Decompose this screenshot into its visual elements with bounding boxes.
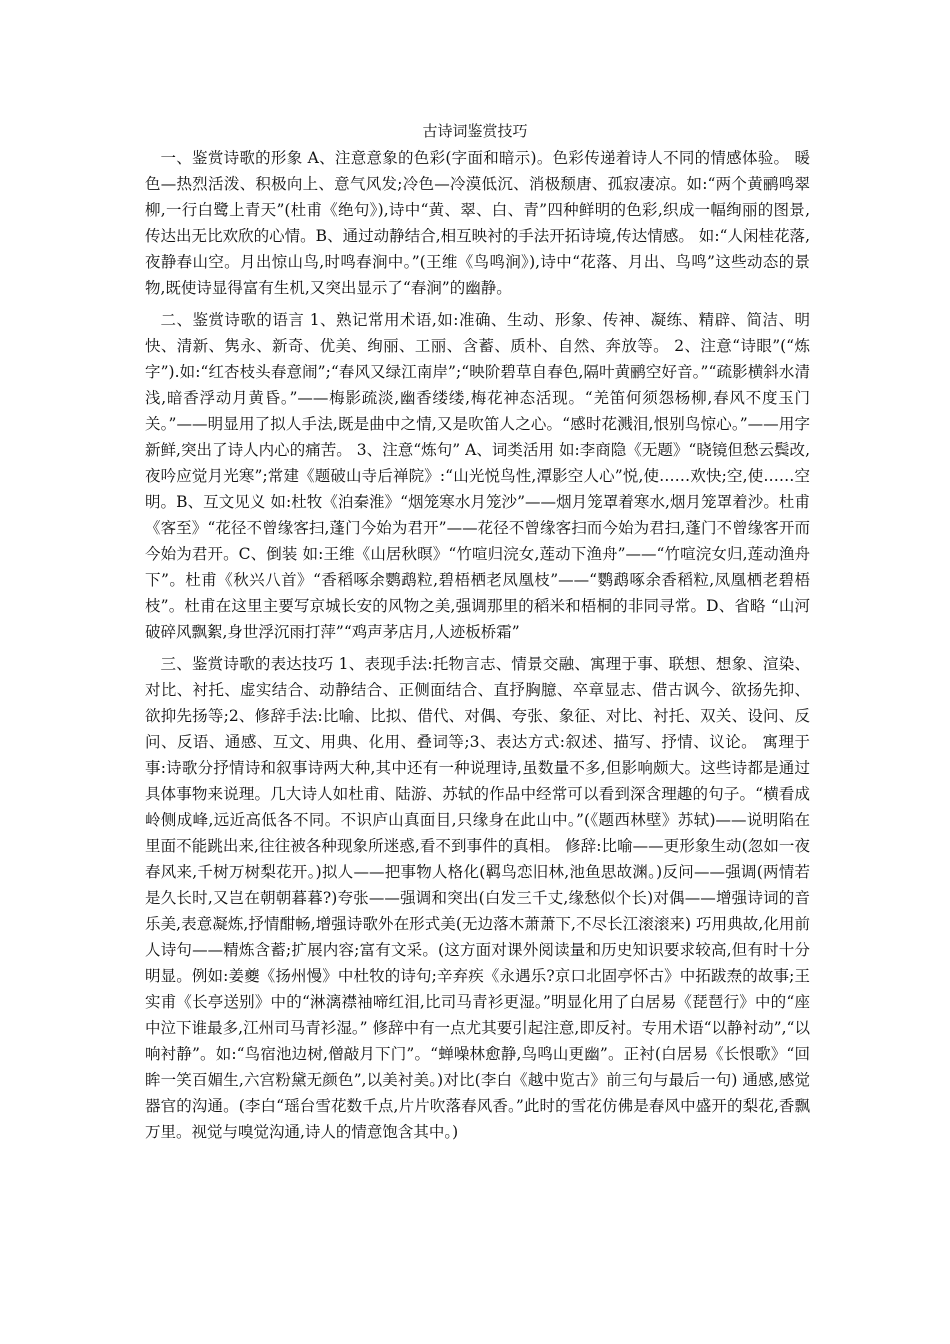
paragraph-techniques: 三、鉴赏诗歌的表达技巧 1、表现手法:托物言志、情景交融、寓理于事、联想、想象、渲染、对比、衬托、虚实结合、动静结合、正侧面结合、直抒胸臆、卒章显志、借古讽今、欲扬先抑、欲抑先扬等;2、修辞手法:比喻、比拟、借代、对偶、夸张、象征、对比、衬托、双关、设问、反问、反语、通感、互文、用典、化用、叠词等;3、表达方式:叙述、描写、抒情、议论。 寓理于事:诗歌分抒情诗和叙事诗两大种,其中还有一种说理诗,虽数量不多,但影响颇大。这些诗都是通过具体事物来说理。几大诗人如杜甫、陆游、苏轼的作品中经常可以看到深含理趣的句子。“横看成岭侧成峰,远近高低各不同。不识庐山真面目,只缘身在此山中。”(《题西林壁》苏轼)——说明陷在里面不能跳出来,往往被各种现象所迷惑,看不到事件的真相。 修辞:比喻——更形象生动(忽如一夜春风来,千树万树梨花开。)拟人——把事物人格化(羁鸟恋旧林,池鱼思故渊。)反问——强调(两情若是久长时,又岂在朝朝暮暮?)夸张——强调和突出(白发三千丈,缘愁似个长)对偶——增强诗词的音乐美,表意凝炼,抒情酣畅,增强诗歌外在形式美(无边落木萧萧下,不尽长江滚滚来) 巧用典故,化用前人诗句——精炼含蓄;扩展内容;富有文采。(这方面对课外阅读量和历史知识要求较高,但有时十分明显。例如:姜夔《扬州慢》中杜牧的诗句;辛弃疾《永遇乐?京口北固亭怀古》中拓跋焘的故事;王实甫《长亭送别》中的“淋漓襟袖啼红泪,比司马青衫更湿。”明显化用了白居易《琵琶行》中的“座中泣下谁最多,江州司马青衫湿。” 修辞中有一点尤其要引起注意,即反衬。专用术语“以静衬动”,“以响衬静”。如:“鸟宿池边树,僧敲月下门”。“蝉噪林愈静,鸟鸣山更幽”。正衬(白居易《长恨歌》“回眸一笑百媚生,六宫粉黛无颜色”,以美衬美。)对比(李白《越中览古》前三句与最后一句) 通感,感觉器官的沟通。(李白“瑶台雪花数千点,片片吹落春风香。”此时的雪花仿佛是春风中盛开的梨花,香飘万里。视觉与嗅觉沟通,诗人的情意饱含其中。) [145, 655, 810, 1141]
paragraph-image: 一、鉴赏诗歌的形象 A、注意意象的色彩(字面和暗示)。色彩传递着诗人不同的情感体验。 暖色—热烈活泼、积极向上、意气风发;冷色—冷漠低沉、消极颓唐、孤寂凄凉。如:“两个黄鹂鸣翠柳,一行白鹭上青天”(杜甫《绝句》),诗中“黄、翠、白、青”四种鲜明的色彩,织成一幅绚丽的图景,传达出无比欢欣的心情。B、通过动静结合,相互映衬的手法开拓诗境,传达情感。 如:“人闲桂花落,夜静春山空。月出惊山鸟,时鸣春涧中。”(王维《鸟鸣涧》),诗中“花落、月出、鸟鸣”这些动态的景物,既使诗显得富有生机,又突出显示了“春涧”的幽静。 [145, 149, 810, 297]
paragraph-language: 二、鉴赏诗歌的语言 1、熟记常用术语,如:准确、生动、形象、传神、凝练、精辟、简洁、明快、清新、隽永、新奇、优美、绚丽、工丽、含蓄、质朴、自然、奔放等。 2、注意“诗眼”(“炼字”).如:“红杏枝头春意闹”;“春风又绿江南岸”;“映阶碧草自春色,隔叶黄鹂空好音。”“疏影横斜水清浅,暗香浮动月黄昏。”——梅影疏淡,幽香缕缕,梅花神态活现。“羌笛何须怨杨柳,春风不度玉门关。”——明显用了拟人手法,既是曲中之情,又是吹笛人之心。“感时花溅泪,恨别鸟惊心。”——用字新鲜,突出了诗人内心的痛苦。 3、注意“炼句” A、词类活用 如:李商隐《无题》“晓镜但愁云鬓改,夜吟应觉月光寒”;常建《题破山寺后禅院》:“山光悦鸟性,潭影空人心”悦,使……欢快;空,使……空明。B、互文见义 如:杜牧《泊秦淮》“烟笼寒水月笼沙”——烟月笼罩着寒水,烟月笼罩着沙。杜甫《客至》“花径不曾缘客扫,蓬门今始为君开”——花径不曾缘客扫而今始为君扫,蓬门不曾缘客开而今始为君开。C、倒装 如:王维《山居秋暝》“竹喧归浣女,莲动下渔舟”——“竹喧浣女归,莲动渔舟下”。杜甫《秋兴八首》“香稻啄余鹦鹉粒,碧梧栖老凤凰枝”——“鹦鹉啄余香稻粒,凤凰栖老碧梧枝”。杜甫在这里主要写京城长安的风物之美,强调那里的稻米和梧桐的非同寻常。D、省略 “山河破碎风飘絮,身世浮沉雨打萍”“鸡声茅店月,人迹板桥霜” [145, 311, 810, 641]
document-body [145, 145, 810, 1151]
document-title: 古诗词鉴赏技巧 [422, 122, 528, 140]
